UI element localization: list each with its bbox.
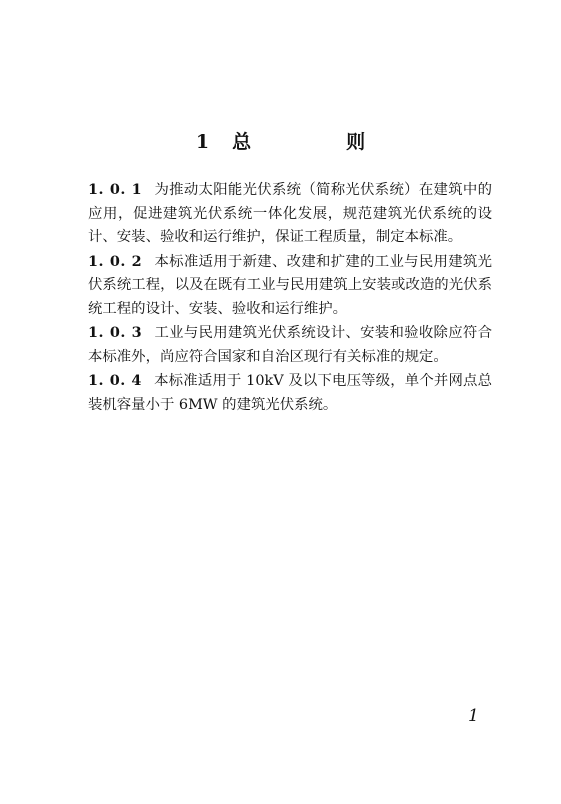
clause-number: 1. 0. 4 bbox=[88, 372, 142, 389]
page-number: 1 bbox=[468, 706, 479, 726]
clause-text: 本标准适用于 10kV 及以下电压等级，单个并网点总装机容量小于 6MW 的建筑光伏系统。 bbox=[88, 373, 492, 413]
clause-1-0-2 bbox=[88, 250, 492, 322]
clause-1-0-3 bbox=[88, 321, 492, 369]
clause-text: 工业与民用建筑光伏系统设计、安装和验收除应符合本标准外，尚应符合国家和自治区现行有关标准的规定。 bbox=[88, 325, 492, 365]
clause-number: 1. 0. 3 bbox=[88, 324, 143, 341]
clause-text: 为推动太阳能光伏系统（简称光伏系统）在建筑中的应用，促进建筑光伏系统一体化发展，规范建筑光伏系统的设计、安装、验收和运行维护，保证工程质量，制定本标准。 bbox=[88, 182, 492, 245]
chapter-heading: 总 则 bbox=[232, 131, 404, 153]
clause-1-0-4 bbox=[88, 369, 492, 417]
clause-list bbox=[88, 178, 492, 417]
clause-number: 1. 0. 1 bbox=[88, 181, 143, 198]
clause-1-0-1 bbox=[88, 178, 492, 250]
clause-number: 1. 0. 2 bbox=[88, 252, 143, 270]
clause-text: 本标准适用于新建、改建和扩建的工业与民用建筑光伏系统工程，以及在既有工业与民用建筑上安装或改造的光伏系统工程的设计、安装、验收和运行维护。 bbox=[88, 253, 492, 317]
chapter-number: 1 bbox=[195, 131, 211, 153]
chapter-title bbox=[0, 127, 561, 154]
